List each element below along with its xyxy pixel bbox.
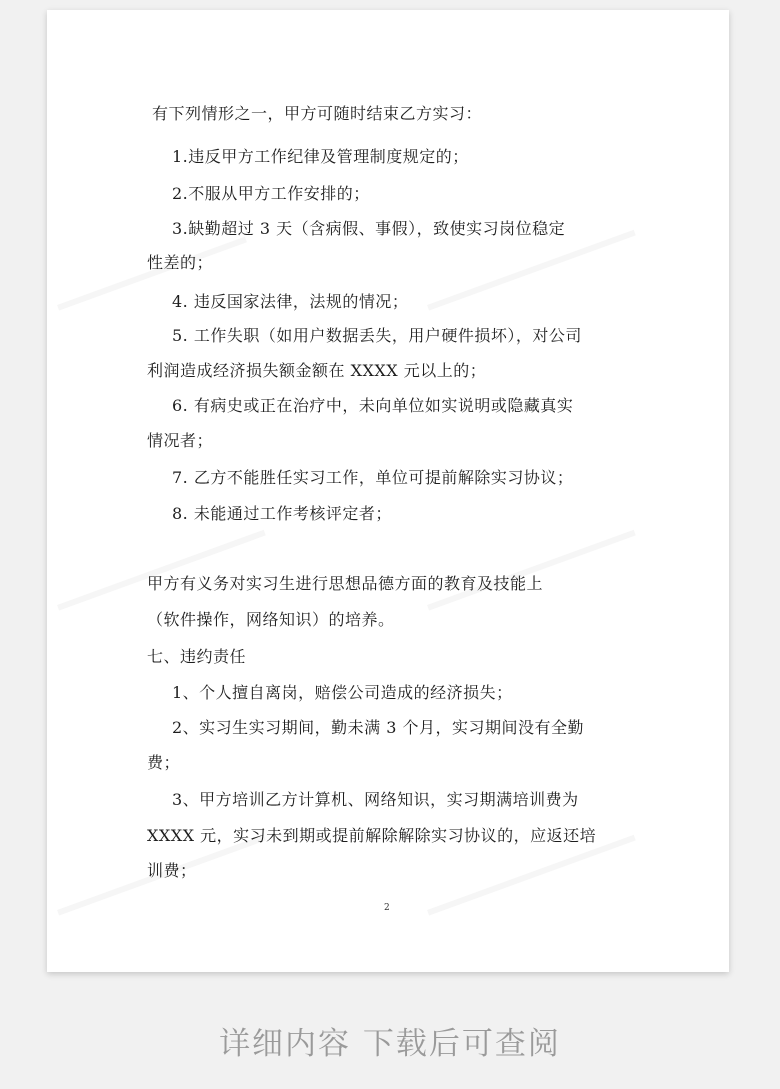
- text-line: 1.违反甲方工作纪律及管理制度规定的；: [172, 147, 469, 166]
- section-heading: 七、违约责任: [147, 647, 247, 666]
- text-line: 8. 未能通过工作考核评定者；: [172, 504, 392, 523]
- text-line: 有下列情形之一，甲方可随时结束乙方实习：: [152, 104, 483, 123]
- text-line: 1、个人擅自离岗，赔偿公司造成的经济损失；: [172, 683, 513, 702]
- text-line: 6. 有病史或正在治疗中，未向单位如实说明或隐藏真实: [172, 396, 574, 415]
- text-line: 3.缺勤超过 3 天（含病假、事假），致使实习岗位稳定: [172, 219, 566, 238]
- text-line: 2.不服从甲方工作安排的；: [172, 184, 370, 203]
- text-line: 利润造成经济损失额金额在 XXXX 元以上的；: [147, 361, 487, 380]
- document-body: [47, 10, 729, 972]
- text-line: 情况者；: [147, 431, 214, 450]
- text-line: 3、甲方培训乙方计算机、网络知识，实习期满培训费为: [172, 790, 579, 809]
- text-line: 费；: [147, 753, 181, 772]
- text-line: 训费；: [147, 861, 197, 880]
- text-line: 甲方有义务对实习生进行思想品德方面的教育及技能上: [147, 574, 544, 593]
- text-line: 性差的；: [147, 253, 214, 272]
- text-line: 7. 乙方不能胜任实习工作，单位可提前解除实习协议；: [172, 468, 574, 487]
- document-page: [47, 10, 729, 972]
- page-number: 2: [384, 903, 390, 913]
- text-line: （软件操作，网络知识）的培养。: [147, 610, 395, 629]
- text-line: 2、实习生实习期间，勤未满 3 个月，实习期间没有全勤: [172, 718, 585, 737]
- text-line: 5. 工作失职（如用户数据丢失，用户硬件损坏），对公司: [172, 326, 582, 345]
- download-hint: 详细内容 下载后可查阅: [219, 1026, 561, 1062]
- text-line: XXXX 元，实习未到期或提前解除解除实习协议的，应返还培: [147, 826, 597, 845]
- text-line: 4. 违反国家法律，法规的情况；: [172, 292, 409, 311]
